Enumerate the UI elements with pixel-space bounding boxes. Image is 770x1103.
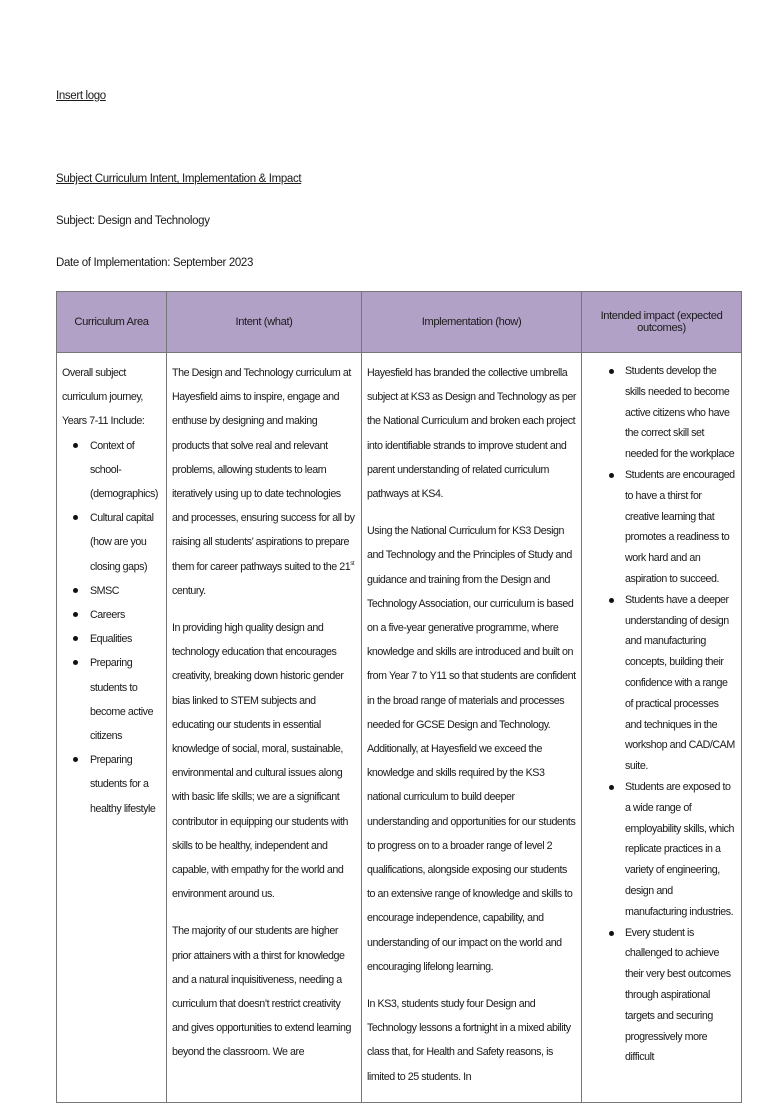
list-item: Every student is challenged to achieve their very best outcomes through aspirational targets and securing progressively more difficult xyxy=(587,923,737,1069)
header-curriculum-area: Curriculum Area xyxy=(57,292,167,353)
implementation-paragraph-1: Hayesfield has branded the collective umbrella subject at KS3 as Design and Technology as per the National Curriculum and broken each project into identifiable strands to improve student and parent understanding of related curriculum pathways at KS4. xyxy=(367,367,577,501)
table-row xyxy=(57,353,742,1103)
subject-line: Subject: Design and Technology xyxy=(56,215,210,227)
list-item: Careers xyxy=(62,603,162,627)
page-title: Subject Curriculum Intent, Implementation & Impact xyxy=(56,173,302,185)
list-item: Context of school-(demographics) xyxy=(62,434,162,507)
intent-p1-end: century. xyxy=(172,584,206,597)
list-item: Students are exposed to a wide range of employability skills, which replicate practices in a variety of engineering, design and manufacturing industries. xyxy=(587,777,737,923)
list-item: Preparing students for a healthy lifestyle xyxy=(62,748,162,821)
area-list xyxy=(62,434,162,821)
curriculum-table xyxy=(56,291,742,1103)
list-item: Cultural capital (how are you closing gaps) xyxy=(62,506,162,579)
header-implementation: Implementation (how) xyxy=(362,292,582,353)
logo-placeholder: Insert logo xyxy=(56,90,106,102)
area-intro: Overall subject curriculum journey, Years 7-11 Include: xyxy=(62,367,145,428)
header-intent: Intent (what) xyxy=(167,292,362,353)
intent-paragraph-3: The majority of our students are higher prior attainers with a thirst for knowledge and a natural inquisitiveness, needing a curriculum that doesn’t restrict creativity and gives opportunities to extend learning beyond the classroom. We are xyxy=(172,925,351,1059)
impact-list xyxy=(587,361,737,1068)
intent-p1-superscript: st xyxy=(350,560,354,567)
list-item: Students develop the skills needed to become active citizens who have the correct skill set needed for the workplace xyxy=(587,361,737,465)
list-item: Students have a deeper understanding of design and manufacturing concepts, building their confidence with a range of practical processes and techniques in the workshop and CAD/CAM suite. xyxy=(587,590,737,777)
list-item: Equalities xyxy=(62,627,162,651)
table-header-row xyxy=(57,292,742,353)
cell-impact xyxy=(582,353,742,1103)
intent-p1-text: The Design and Technology curriculum at Hayesfield aims to inspire, engage and enthuse by designing and making products that solve real and relevant problems, allowing students to learn iteratively using up to date technologies and processes, ensuring success for all by raising all students’ aspirations to prepare them for career pathways suited to the 21 xyxy=(172,367,355,573)
date-line: Date of Implementation: September 2023 xyxy=(56,257,254,269)
cell-intent xyxy=(167,353,362,1103)
cell-implementation xyxy=(362,353,582,1103)
intent-paragraph-1 xyxy=(172,361,357,603)
cell-curriculum-area xyxy=(57,353,167,1103)
implementation-paragraph-3: In KS3, students study four Design and Technology lessons a fortnight in a mixed ability class that, for Health and Safety reasons, is limited to 25 students. In xyxy=(367,998,571,1083)
list-item: SMSC xyxy=(62,579,162,603)
header-impact: Intended impact (expected outcomes) xyxy=(582,292,742,353)
list-item: Students are encouraged to have a thirst for creative learning that promotes a readiness to work hard and an aspiration to succeed. xyxy=(587,465,737,590)
list-item: Preparing students to become active citizens xyxy=(62,651,162,748)
intent-paragraph-2: In providing high quality design and technology education that encourages creativity, breaking down historic gender bias linked to STEM subjects and educating our students in essential knowledge of social, moral, sustainable, environmental and cultural issues along with basic life skills; we are a significant contributor in equipping our students with skills to be healthy, independent and capable, with empathy for the world and environment around us. xyxy=(172,622,348,901)
implementation-paragraph-2: Using the National Curriculum for KS3 Design and Technology and the Principles of Study and guidance and training from the Design and Technology Association, our curriculum is based on a five-year generative programme, where knowledge and skills are introduced and built on from Year 7 to Y11 so that students are confident in the broad range of materials and processes needed for GCSE Design and Technology. Additionally, at Hayesfield we exceed the knowledge and skills required by the KS3 national curriculum to build deeper understanding and opportunities for our students to progress on to a broader range of level 2 qualifications, alongside exposing our students to an extensive range of knowledge and skills to encourage independence, capability, and understanding of our impact on the world and encouraging lifelong learning. xyxy=(367,525,576,973)
